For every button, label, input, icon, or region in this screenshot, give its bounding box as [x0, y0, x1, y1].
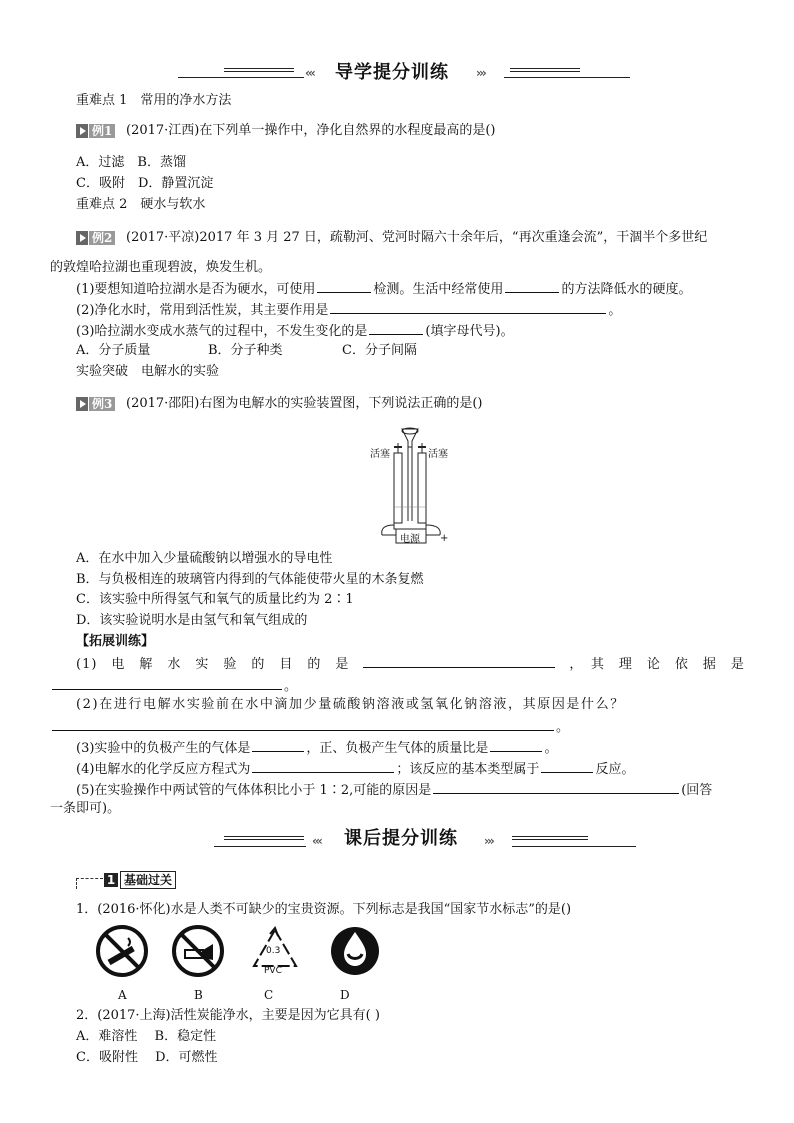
- q2-options-cd: C．吸附性 D．可燃性: [76, 1050, 218, 1065]
- answer-blank[interactable]: [52, 717, 554, 731]
- section-header-2: [0, 824, 794, 854]
- experiment-heading: 实验突破 电解水的实验: [76, 364, 220, 379]
- right-stopcock-label: 活塞: [428, 449, 448, 460]
- question-1: 1．(2016·怀化)水是人类不可缺少的宝贵资源。下列标志是我国“国家节水标志”的是(): [76, 902, 572, 917]
- no-smoking-icon: [95, 924, 149, 978]
- example-3: 例3 (2017·邵阳)右图为电解水的实验装置图，下列说法正确的是(): [76, 395, 483, 413]
- expand-q3: (3)实验中的负极产生的气体是 ，正、负极产生气体的质量比是 。: [76, 738, 557, 758]
- ex3-option-d: D．该实验说明水是由氢气和氧气组成的: [76, 613, 308, 628]
- section-title: 导学提分训练: [335, 62, 449, 83]
- expand-q5: (5)在实验操作中两试管的气体体积比小于 1∶2,可能的原因是 (回答: [76, 780, 712, 800]
- question-2: 2．(2017·上海)活性炭能净水，主要是因为它具有( ): [76, 1008, 380, 1023]
- answer-blank[interactable]: [252, 738, 304, 752]
- section-title: 课后提分训练: [344, 828, 458, 849]
- ex2-q3: (3)哈拉湖水变成水蒸气的过程中，不发生变化的是 (填字母代号)。: [76, 321, 514, 341]
- expand-q4: (4)电解水的化学反应方程式为 ；该反应的基本类型属于 反应。: [76, 759, 634, 779]
- expand-q1-cont: 。: [50, 676, 297, 696]
- example-tag: 例1: [76, 124, 118, 138]
- recycle-material: PVC: [264, 966, 282, 976]
- ex2-line2: 的敦煌哈拉湖也重现碧波，焕发生机。: [50, 260, 272, 275]
- answer-blank[interactable]: [252, 759, 394, 773]
- no-open-flame-icon: [171, 924, 225, 978]
- key-point-2: 重难点 2 硬水与软水: [76, 197, 206, 212]
- ex2-q2: (2)净化水时，常用到活性炭，其主要作用是 。: [76, 300, 621, 320]
- answer-blank[interactable]: [317, 279, 371, 293]
- answer-blank[interactable]: [490, 738, 542, 752]
- expand-q2-cont: 。: [50, 717, 569, 737]
- recycle-code: 0.3: [266, 946, 281, 956]
- answer-blank[interactable]: [330, 300, 606, 314]
- power-label: 电源: [400, 534, 420, 545]
- section-header-1: [0, 60, 794, 90]
- ex3-option-c: C．该实验中所得氢气和氧气的质量比约为 2∶1: [76, 592, 354, 607]
- answer-blank[interactable]: [541, 759, 593, 773]
- basic-badge: 1 基础过关: [104, 871, 176, 887]
- q2-options-ab: A．难溶性 B．稳定性: [76, 1029, 217, 1044]
- example-1: 例1 (2017·江西)在下列单一操作中，净化自然界的水程度最高的是(): [76, 122, 496, 140]
- ex1-options-ab: A．过滤 B．蒸馏: [76, 155, 186, 170]
- option-letter-d: D: [340, 988, 350, 1002]
- left-stopcock-label: 活塞: [370, 449, 390, 460]
- ex2-q1: (1)要想知道哈拉湖水是否为硬水，可使用 检测。生活中经常使用 的方法降低水的硬度。: [76, 279, 691, 299]
- recycle-pvc-icon: [248, 924, 302, 978]
- example-tag: 例2: [76, 231, 118, 245]
- left-chevrons: ‹‹‹: [312, 834, 321, 848]
- right-chevrons: ›››: [476, 66, 485, 80]
- expand-q5-cont: 一条即可)。: [50, 801, 121, 816]
- ex3-option-b: B．与负极相连的玻璃管内得到的气体能使带火星的木条复燃: [76, 572, 424, 587]
- electrolysis-apparatus-figure: [360, 425, 470, 547]
- left-chevrons: ‹‹‹: [305, 66, 314, 80]
- right-chevrons: ›››: [484, 834, 493, 848]
- answer-blank[interactable]: [505, 279, 559, 293]
- plus-sign: +: [440, 533, 449, 544]
- answer-blank[interactable]: [363, 654, 555, 668]
- ex1-options-cd: C．吸附 D．静置沉淀: [76, 176, 214, 191]
- option-letter-a: A: [118, 988, 127, 1002]
- example-tag: 例3: [76, 397, 118, 411]
- expand-title: 【拓展训练】: [76, 634, 155, 649]
- answer-blank[interactable]: [433, 780, 679, 794]
- ex2-options: A．分子质量 B．分子种类 C．分子间隔: [76, 343, 417, 358]
- water-saving-icon: [328, 924, 382, 978]
- ex3-option-a: A．在水中加入少量硫酸钠以增强水的导电性: [76, 551, 333, 566]
- expand-q1: (1) 电 解 水 实 验 的 目 的 是 ， 其 理 论 依 据 是: [76, 654, 745, 674]
- answer-blank[interactable]: [369, 321, 423, 335]
- key-point-1: 重难点 1 常用的净水方法: [76, 93, 232, 108]
- answer-blank[interactable]: [52, 676, 282, 690]
- option-letter-b: B: [194, 988, 203, 1002]
- example-2: 例2 (2017·平凉)2017 年 3 月 27 日，疏勒河、党河时隔六十余年后，“再次重逢会流”，干涸半个多世纪: [76, 229, 707, 247]
- basic-badge-bracket: [76, 878, 103, 889]
- option-letter-c: C: [264, 988, 274, 1002]
- expand-q2: (2)在进行电解水实验前在水中滴加少量硫酸钠溶液或氢氧化钠溶液，其原因是什么？: [76, 697, 625, 712]
